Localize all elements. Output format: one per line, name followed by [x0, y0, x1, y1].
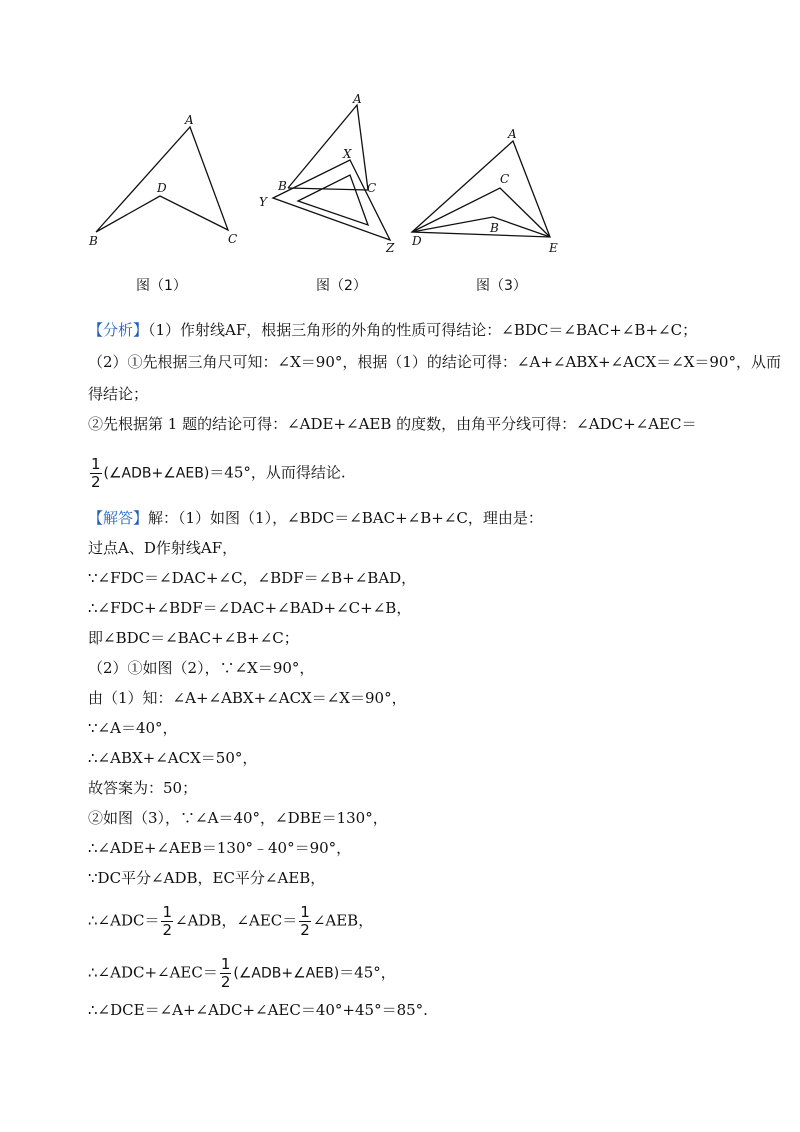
solution-line-6: （2）①如图（2），∵∠X＝90°， — [88, 659, 315, 677]
fraction-half — [220, 956, 232, 991]
fig2-triangle-outer — [273, 160, 390, 240]
solution-text-14a: ∴∠ADC＝ — [88, 911, 160, 930]
solution-line-3: ∵∠FDC＝∠DAC+∠C，∠BDF＝∠B+∠BAD， — [88, 569, 417, 587]
fig2-label-a: A — [353, 92, 362, 106]
fig1-label-b: B — [89, 234, 98, 248]
fraction-half — [299, 904, 311, 939]
fraction-denominator: 2 — [91, 473, 101, 491]
fig2-label-c: C — [367, 181, 377, 195]
solution-tag: 【解答】 — [88, 509, 149, 527]
analysis-line-5 — [88, 456, 346, 491]
fig2-triangle-inner — [298, 175, 368, 225]
solution-line-13: ∵DC平分∠ADB，EC平分∠AEB， — [88, 869, 326, 887]
fig1-quadrilateral — [96, 127, 228, 232]
fig2-segment-bc — [288, 188, 368, 190]
fig2-label-b: B — [278, 179, 287, 193]
fraction-denominator: 2 — [300, 921, 310, 939]
fig3-label-b: B — [490, 221, 499, 235]
solution-line-4: ∴∠FDC+∠BDF＝∠DAC+∠BAD+∠C+∠B， — [88, 599, 412, 617]
fraction-denominator: 2 — [220, 973, 231, 991]
solution-text-15b: ＝45°， — [339, 963, 396, 982]
fig2-label-z: Z — [386, 241, 395, 255]
fig1-label-a: A — [185, 113, 194, 127]
solution-line-7: 由（1）知：∠A+∠ABX+∠ACX＝∠X＝90°， — [88, 689, 407, 707]
solution-text-1: 解：（1）如图（1），∠BDC＝∠BAC+∠B+∠C，理由是： — [148, 509, 543, 527]
solution-line-15 — [88, 956, 396, 991]
angle-sum-paren: (∠ADB+∠AEB) — [233, 965, 340, 982]
analysis-text-5: ＝45°，从而得结论. — [209, 463, 346, 482]
solution-text-14c: ∠AEB， — [312, 911, 374, 930]
fig3-label-c: C — [500, 172, 510, 186]
fraction-numerator: 1 — [91, 455, 101, 473]
figure-3 — [412, 141, 550, 237]
solution-text-15a: ∴∠ADC+∠AEC＝ — [88, 963, 218, 982]
fig1-label-d: D — [157, 181, 167, 195]
fig2-caption: 图（2） — [316, 278, 367, 294]
angle-sum-paren: (∠ADB+∠AEB) — [103, 465, 210, 482]
fig3-label-e: E — [549, 241, 558, 255]
fig3-caption: 图（3） — [476, 278, 527, 294]
geometry-figures — [0, 0, 800, 300]
analysis-line-3: 得结论； — [88, 385, 149, 403]
figures-area — [0, 0, 800, 300]
solution-text-14b: ∠ADB，∠AEC＝ — [175, 911, 298, 930]
analysis-line-2: （2）①先根据三角尺可知：∠X＝90°，根据（1）的结论可得：∠A+∠ABX+∠ACX＝∠X＝90°，从而 — [88, 353, 781, 371]
solution-line-9: ∴∠ABX+∠ACX＝50°， — [88, 749, 258, 767]
fraction-numerator: 1 — [300, 903, 310, 921]
fig2-label-x: X — [343, 147, 352, 161]
analysis-line-4: ②先根据第 1 题的结论可得：∠ADE+∠AEB 的度数，由角平分线可得：∠ADC+∠AEC＝ — [88, 415, 697, 433]
solution-line-16: ∴∠DCE＝∠A+∠ADC+∠AEC＝40°+45°＝85°. — [88, 1001, 428, 1019]
analysis-text-1: （1）作射线AF，根据三角形的外角的性质可得结论：∠BDC＝∠BAC+∠B+∠C； — [148, 321, 698, 339]
solution-line-1 — [88, 508, 543, 528]
fig3-label-a: A — [508, 127, 517, 141]
fig2-angle-a — [288, 105, 368, 190]
figure-1 — [96, 127, 228, 232]
solution-line-8: ∵∠A＝40°， — [88, 719, 178, 737]
analysis-tag: 【分析】 — [88, 321, 149, 339]
fraction-numerator: 1 — [162, 903, 172, 921]
fig3-label-d: D — [412, 234, 422, 248]
solution-line-11: ②如图（3），∵∠A＝40°，∠DBE＝130°， — [88, 809, 388, 827]
analysis-line-1 — [88, 320, 697, 340]
fig2-label-y: Y — [259, 195, 267, 209]
fig1-label-c: C — [228, 232, 238, 246]
fraction-half — [90, 456, 102, 491]
fraction-denominator: 2 — [162, 921, 172, 939]
fraction-numerator: 1 — [220, 955, 231, 973]
solution-line-14 — [88, 904, 373, 939]
solution-line-10: 故答案为：50； — [88, 779, 198, 797]
figure-2 — [273, 105, 390, 240]
fraction-half — [161, 904, 173, 939]
fig3-triangle-ade — [412, 141, 550, 237]
solution-line-2: 过点A、D作射线AF， — [88, 539, 238, 557]
solution-line-12: ∴∠ADE+∠AEB＝130°﹣40°＝90°， — [88, 839, 352, 857]
fig1-caption: 图（1） — [136, 278, 187, 294]
solution-line-5: 即∠BDC＝∠BAC+∠B+∠C； — [88, 629, 299, 647]
